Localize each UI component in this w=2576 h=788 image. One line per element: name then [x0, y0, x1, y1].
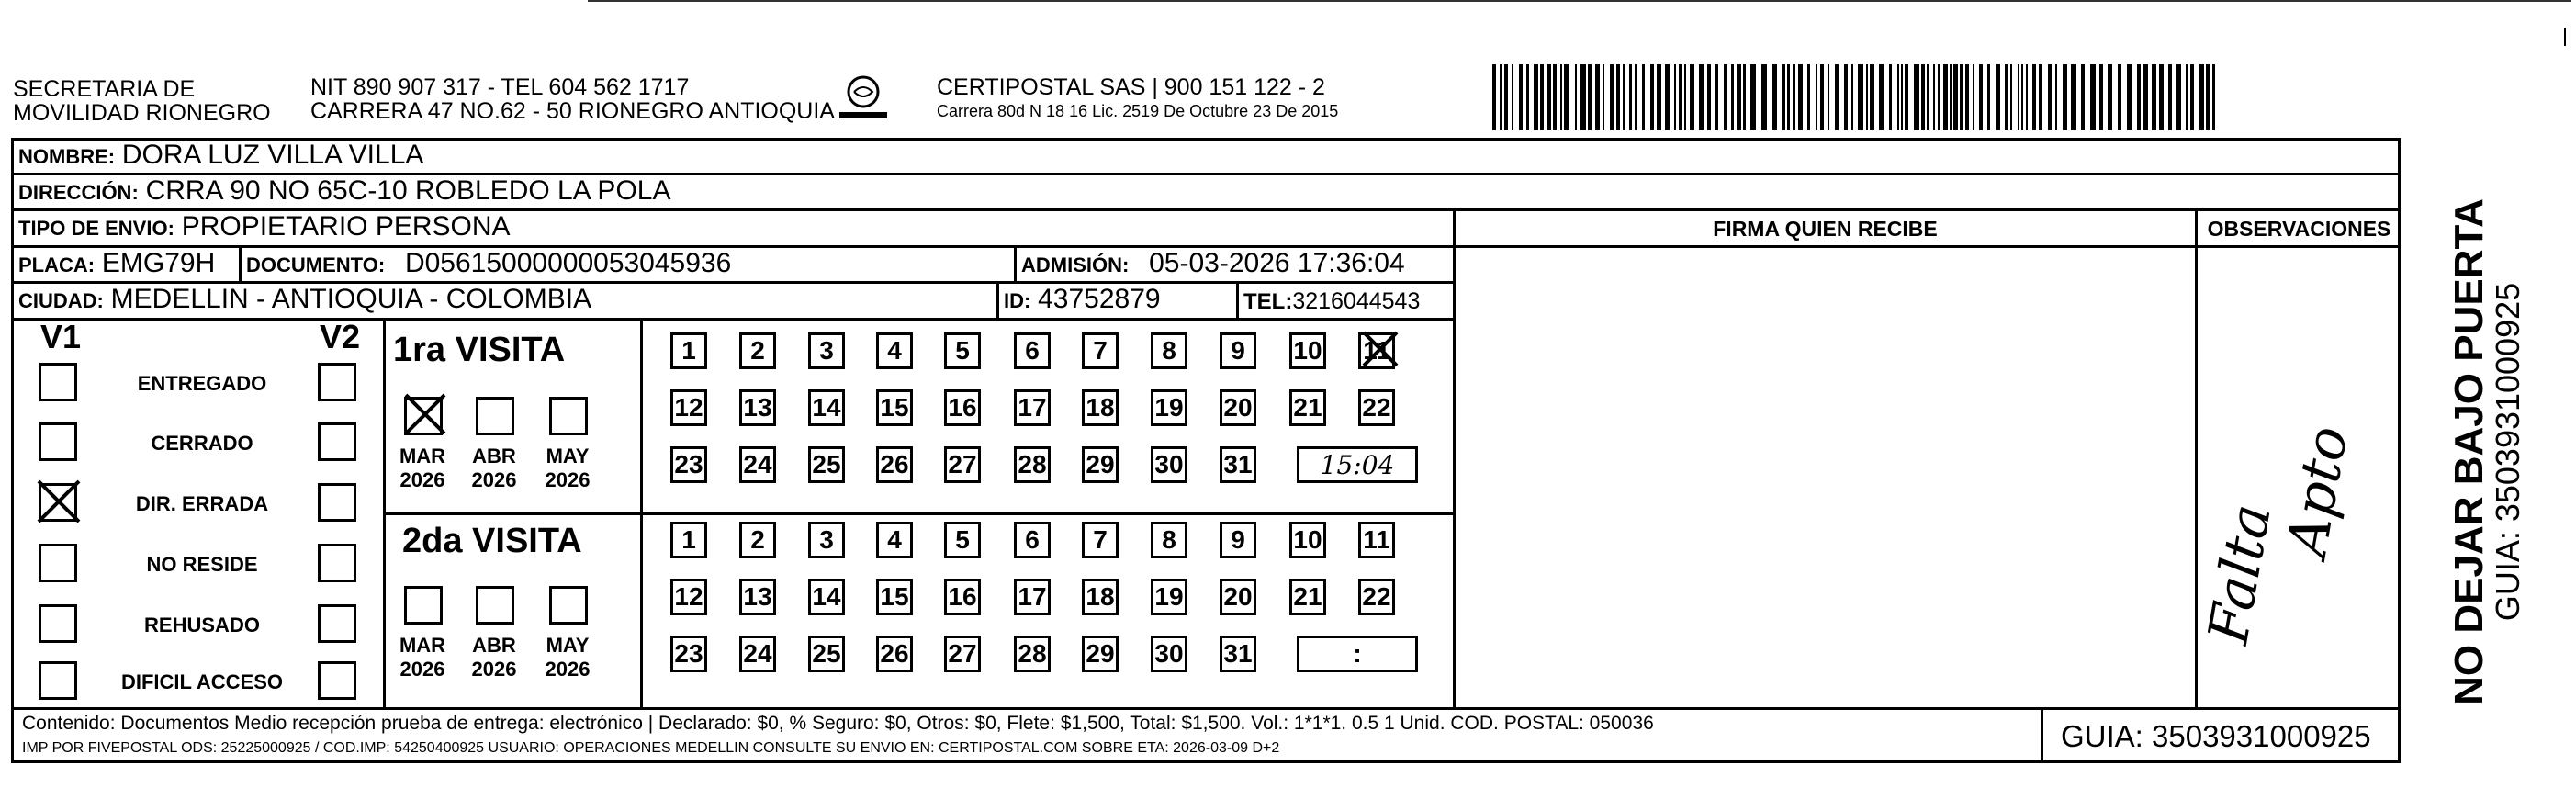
day-box[interactable]: 5: [944, 522, 981, 558]
day-box[interactable]: 1: [670, 522, 707, 558]
barcode-bar: [1580, 64, 1586, 130]
ciudad-label: CIUDAD:: [18, 289, 104, 312]
barcode-bar: [2127, 64, 2132, 130]
day-box[interactable]: 24: [739, 446, 776, 483]
org-name: [13, 77, 271, 125]
month-checkbox[interactable]: [549, 586, 588, 625]
barcode-bar: [1623, 64, 1625, 130]
v2-checkbox[interactable]: [318, 544, 356, 582]
id-label: ID:: [1004, 289, 1031, 312]
day-box[interactable]: 20: [1220, 389, 1256, 426]
col-line: [1236, 281, 1239, 318]
day-box[interactable]: 16: [944, 579, 981, 615]
col-line: [996, 281, 999, 318]
barcode-bar: [1953, 64, 1958, 130]
tel-label: TEL:: [1243, 289, 1293, 314]
barcode-bar: [1987, 64, 1990, 130]
check-mark-icon: [35, 478, 83, 525]
barcode-bar: [1724, 64, 1727, 130]
month-year: 2026: [399, 468, 445, 491]
company-block: [937, 75, 1338, 123]
day-box[interactable]: 24: [739, 636, 776, 672]
day-box[interactable]: 10: [1289, 332, 1326, 369]
observaciones-header: OBSERVACIONES: [2207, 217, 2391, 241]
placa-field: [18, 248, 215, 279]
barcode-bar: [2048, 64, 2052, 130]
barcode-bar: [1787, 64, 1790, 130]
day-box[interactable]: 2: [739, 522, 776, 558]
day-box[interactable]: 16: [944, 389, 981, 426]
barcode-bar: [1950, 64, 1952, 130]
v1-checkbox[interactable]: [39, 661, 77, 700]
day-box[interactable]: 30: [1151, 636, 1187, 672]
day-box[interactable]: 23: [670, 636, 707, 672]
day-box[interactable]: 15: [876, 579, 913, 615]
firma-header: FIRMA QUIEN RECIBE: [1713, 217, 1938, 241]
barcode-bar: [1979, 64, 1983, 130]
barcode-bar: [1674, 64, 1676, 130]
barcode-bar: [1635, 64, 1637, 130]
v2-checkbox[interactable]: [318, 422, 356, 461]
barcode-bar: [2176, 64, 2181, 130]
day-box[interactable]: 28: [1014, 636, 1051, 672]
nit-line-2: CARRERA 47 NO.62 - 50 RIONEGRO ANTIOQUIA: [310, 98, 835, 124]
barcode-bar: [1603, 64, 1604, 130]
barcode-bar: [1828, 64, 1829, 130]
day-box[interactable]: 5: [944, 332, 981, 369]
barcode-bar: [2081, 64, 2085, 130]
month-checkbox[interactable]: [476, 586, 514, 625]
time-box[interactable]: 15:04: [1297, 446, 1418, 483]
day-box[interactable]: 15: [876, 389, 913, 426]
status-label: ENTREGADO: [137, 372, 267, 395]
barcode-bar: [1690, 64, 1694, 130]
admision-label: ADMISIÓN:: [1021, 253, 1130, 276]
month-label: MAY: [546, 634, 590, 657]
nombre-label: NOMBRE:: [18, 145, 116, 168]
barcode-bar: [1943, 64, 1948, 130]
barcode-bar: [1816, 64, 1817, 130]
barcode-bar: [2118, 64, 2121, 130]
day-box[interactable]: 22: [1358, 389, 1395, 426]
col-line: [1014, 245, 1017, 281]
col-line: [640, 318, 643, 707]
day-box[interactable]: 14: [808, 579, 845, 615]
barcode-bar: [1965, 64, 1969, 130]
barcode-bar: [1500, 64, 1502, 130]
barcode-bar: [2090, 64, 2096, 130]
day-box[interactable]: 17: [1014, 579, 1051, 615]
time-box[interactable]: :: [1297, 636, 1418, 672]
tipo-label: TIPO DE ENVIO:: [18, 217, 174, 240]
day-box[interactable]: 12: [670, 389, 707, 426]
observations-handwriting: [2198, 349, 2401, 698]
day-box[interactable]: 22: [1358, 579, 1395, 615]
month-label: MAR: [399, 634, 446, 657]
v1-checkbox[interactable]: [39, 604, 77, 643]
barcode-bar: [2206, 64, 2210, 130]
month-year: 2026: [545, 658, 591, 681]
barcode-bar: [2099, 64, 2103, 130]
barcode-bar: [1889, 64, 1892, 130]
barcode-bar: [1914, 64, 1919, 130]
barcode-bar: [1684, 64, 1686, 130]
barcode-bar: [2039, 64, 2042, 130]
v1-checkbox[interactable]: [39, 544, 77, 582]
nit-block: [310, 75, 835, 123]
barcode-bar: [1897, 64, 1899, 130]
direccion-label: DIRECCIÓN:: [18, 181, 139, 204]
barcode-bar: [1858, 64, 1863, 130]
barcode-bar: [1901, 64, 1903, 130]
barcode-bar: [1960, 64, 1963, 130]
barcode-bar: [1642, 64, 1645, 130]
barcode-bar: [1657, 64, 1661, 130]
check-mark-icon: [402, 391, 448, 437]
day-box[interactable]: 31: [1220, 636, 1256, 672]
tipo-field: [18, 211, 511, 242]
v2-checkbox[interactable]: [318, 363, 356, 401]
barcode-bar: [2026, 64, 2028, 130]
barcode-bar: [2212, 64, 2215, 130]
barcode-bar: [1504, 64, 1508, 130]
admision-field: [1021, 248, 1405, 279]
barcode-bar: [1665, 64, 1670, 130]
documento-label: DOCUMENTO:: [246, 253, 386, 276]
barcode-bar: [1575, 64, 1577, 130]
barcode-bar: [1519, 64, 1523, 130]
handwritten-note-2: Apto: [2275, 422, 2361, 561]
day-box[interactable]: 2: [739, 332, 776, 369]
status-label: CERRADO: [151, 432, 253, 455]
row-line: [383, 512, 1455, 515]
month-label: ABR: [472, 634, 516, 657]
org-line-2: MOVILIDAD RIONEGRO: [13, 100, 271, 126]
barcode-bar: [1699, 64, 1704, 130]
barcode-bar: [2063, 64, 2067, 130]
barcode-bar: [2186, 64, 2188, 130]
barcode-bar: [2159, 64, 2164, 130]
barcode-bar: [1616, 64, 1620, 130]
barcode-bar: [2108, 64, 2112, 130]
side-warning: [2448, 198, 2525, 705]
barcode-bar: [1679, 64, 1682, 130]
day-box[interactable]: 7: [1082, 332, 1119, 369]
ciudad-field: [18, 284, 591, 315]
status-label: DIR. ERRADA: [135, 492, 269, 515]
day-box[interactable]: 25: [808, 446, 845, 483]
v1-heading: V1: [40, 318, 82, 355]
barcode-bar: [1866, 64, 1868, 130]
day-box[interactable]: 9: [1220, 522, 1256, 558]
company-line-1: CERTIPOSTAL SAS | 900 151 122 - 2: [937, 74, 1325, 100]
barcode-bar: [1534, 64, 1538, 130]
day-box[interactable]: 27: [944, 446, 981, 483]
barcode-bar: [2055, 64, 2057, 130]
day-box[interactable]: 19: [1151, 389, 1187, 426]
month-checkbox[interactable]: [404, 586, 443, 625]
barcode: [1492, 64, 2218, 130]
barcode-bar: [1927, 64, 1929, 130]
org-line-1: SECRETARIA DE: [13, 76, 196, 102]
barcode-bar: [1782, 64, 1785, 130]
barcode-bar: [2005, 64, 2008, 130]
barcode-bar: [2168, 64, 2172, 130]
day-box[interactable]: 4: [876, 332, 913, 369]
barcode-bar: [1793, 64, 1795, 130]
barcode-bar: [2137, 64, 2141, 130]
day-box[interactable]: 11: [1358, 332, 1395, 369]
month-year: 2026: [471, 468, 517, 491]
tel-value: 3216044543: [1292, 288, 1421, 314]
ciudad-value: MEDELLIN - ANTIOQUIA - COLOMBIA: [110, 284, 592, 314]
direccion-value: CRRA 90 NO 65C-10 ROBLEDO LA POLA: [145, 175, 671, 206]
day-box[interactable]: 26: [876, 636, 913, 672]
barcode-bar: [1560, 64, 1562, 130]
footer-line-2: IMP POR FIVEPOSTAL ODS: 25225000925 / COD.IMP: 54250400925 USUARIO: OPERACIONES MEDELLIN CONSULTE SU ENVIO EN: CERTIPOSTAL.COM SOBRE ETA: 2026-03-09 D+2: [22, 740, 1280, 756]
day-box[interactable]: 10: [1289, 522, 1326, 558]
status-label: DIFICIL ACCESO: [120, 670, 283, 693]
barcode-bar: [2071, 64, 2076, 130]
company-line-2: Carrera 80d N 18 16 Lic. 2519 De Octubre 23 De 2015: [937, 102, 1339, 120]
col-line: [239, 245, 242, 281]
placa-value: EMG79H: [101, 248, 216, 278]
first-visit-title: 1ra VISITA: [393, 331, 566, 369]
day-box[interactable]: 31: [1220, 446, 1256, 483]
day-box[interactable]: 12: [670, 579, 707, 615]
footer-line-1: Contenido: Documentos Medio recepción prueba de entrega: electrónico | Declarado: $0, % Seguro: $0, Otros: $0, Flete: $1,500, Total: $1,500. Vol.: 1*1*1. 0.5 1 Unid. COD. POSTAL: 050036: [22, 713, 1654, 734]
day-box[interactable]: 28: [1014, 446, 1051, 483]
barcode-bar: [2032, 64, 2036, 130]
barcode-bar: [1707, 64, 1711, 130]
direccion-field: [18, 175, 670, 207]
barcode-bar: [1750, 64, 1756, 130]
day-box[interactable]: 25: [808, 636, 845, 672]
month-label: MAY: [546, 445, 590, 467]
barcode-bar: [1844, 64, 1848, 130]
barcode-bar: [1879, 64, 1884, 130]
v1-checkbox[interactable]: [39, 422, 77, 461]
barcode-bar: [1743, 64, 1746, 130]
barcode-bar: [1564, 64, 1569, 130]
day-box[interactable]: 29: [1082, 636, 1119, 672]
barcode-bar: [1835, 64, 1839, 130]
documento-field: [246, 248, 731, 279]
barcode-bar: [1588, 64, 1592, 130]
day-box[interactable]: 6: [1014, 332, 1051, 369]
day-box[interactable]: 8: [1151, 332, 1187, 369]
day-box[interactable]: 18: [1082, 389, 1119, 426]
barcode-bar: [1595, 64, 1600, 130]
month-label: MAR: [399, 445, 446, 467]
barcode-bar: [1731, 64, 1734, 130]
barcode-bar: [1761, 64, 1767, 130]
row-line: [11, 318, 1455, 321]
barcode-bar: [1610, 64, 1614, 130]
second-visit-title: 2da VISITA: [402, 522, 582, 560]
day-box[interactable]: 13: [739, 579, 776, 615]
day-box[interactable]: 26: [876, 446, 913, 483]
barcode-bar: [1772, 64, 1777, 130]
month-checkbox[interactable]: [549, 397, 588, 435]
day-box[interactable]: 23: [670, 446, 707, 483]
certipostal-logo: [836, 72, 891, 123]
barcode-bar: [1629, 64, 1632, 130]
barcode-bar: [1737, 64, 1741, 130]
barcode-bar: [1650, 64, 1654, 130]
admision-value: 05-03-2026 17:36:04: [1149, 248, 1405, 278]
month-year: 2026: [399, 658, 445, 681]
day-box[interactable]: 7: [1082, 522, 1119, 558]
col-line: [383, 318, 386, 707]
nombre-value: DORA LUZ VILLA VILLA: [121, 140, 424, 170]
barcode-bar: [2010, 64, 2012, 130]
month-checkbox[interactable]: [476, 397, 514, 435]
barcode-bar: [2143, 64, 2148, 130]
id-value: 43752879: [1038, 284, 1161, 314]
tel-field: [1243, 286, 1420, 315]
status-label: NO RESIDE: [146, 553, 258, 576]
tipo-value: PROPIETARIO PERSONA: [181, 211, 511, 242]
barcode-bar: [1921, 64, 1925, 130]
barcode-bar: [1807, 64, 1810, 130]
day-box[interactable]: 20: [1220, 579, 1256, 615]
day-box[interactable]: 9: [1220, 332, 1256, 369]
barcode-bar: [1820, 64, 1824, 130]
day-box[interactable]: 1: [670, 332, 707, 369]
barcode-bar: [1938, 64, 1940, 130]
footer-guia: GUIA: 3503931000925: [2061, 719, 2371, 753]
side-warning-line-1: NO DEJAR BAJO PUERTA: [2447, 198, 2492, 705]
nombre-field: [18, 140, 423, 171]
barcode-bar: [1870, 64, 1874, 130]
check-mark-icon: [1360, 329, 1400, 369]
side-warning-line-2: GUIA: 3503931000925: [2489, 282, 2526, 622]
barcode-bar: [2018, 64, 2019, 130]
day-box[interactable]: 27: [944, 636, 981, 672]
v2-checkbox[interactable]: [318, 483, 356, 522]
id-field: [1004, 284, 1161, 315]
day-box[interactable]: 4: [876, 522, 913, 558]
barcode-bar: [1905, 64, 1908, 130]
barcode-bar: [1933, 64, 1935, 130]
day-box[interactable]: 11: [1358, 522, 1395, 558]
v2-checkbox[interactable]: [318, 604, 356, 643]
barcode-bar: [1715, 64, 1718, 130]
day-box[interactable]: 3: [808, 332, 845, 369]
day-box[interactable]: 21: [1289, 579, 1326, 615]
barcode-bar: [1512, 64, 1513, 130]
day-box[interactable]: 19: [1151, 579, 1187, 615]
scan-edge-right: [2564, 28, 2566, 46]
placa-label: PLACA:: [18, 253, 96, 276]
v2-heading: V2: [320, 318, 361, 355]
documento-value: D05615000000053045936: [404, 248, 732, 278]
col-line: [2041, 707, 2043, 763]
day-box[interactable]: 13: [739, 389, 776, 426]
row-line: [1455, 245, 2401, 248]
barcode-bar: [1798, 64, 1803, 130]
barcode-bar: [2199, 64, 2204, 130]
scan-edge-top: [588, 0, 2571, 2]
v2-checkbox[interactable]: [318, 661, 356, 700]
status-label: REHUSADO: [144, 614, 260, 636]
v1-checkbox[interactable]: [39, 363, 77, 401]
day-box[interactable]: 3: [808, 522, 845, 558]
barcode-bar: [1851, 64, 1853, 130]
barcode-bar: [1547, 64, 1551, 130]
month-year: 2026: [545, 468, 591, 491]
barcode-bar: [1540, 64, 1544, 130]
barcode-bar: [2152, 64, 2156, 130]
barcode-bar: [1553, 64, 1557, 130]
barcode-bar: [2190, 64, 2194, 130]
month-label: ABR: [472, 445, 516, 467]
barcode-bar: [1492, 64, 1496, 130]
day-box[interactable]: 14: [808, 389, 845, 426]
col-line: [1453, 208, 1456, 707]
day-box[interactable]: 29: [1082, 446, 1119, 483]
day-box[interactable]: 8: [1151, 522, 1187, 558]
barcode-bar: [1973, 64, 1974, 130]
day-box[interactable]: 21: [1289, 389, 1326, 426]
day-box[interactable]: 6: [1014, 522, 1051, 558]
nit-line-1: NIT 890 907 317 - TEL 604 562 1717: [310, 74, 690, 100]
day-box[interactable]: 17: [1014, 389, 1051, 426]
barcode-bar: [1996, 64, 2000, 130]
day-box[interactable]: 30: [1151, 446, 1187, 483]
handwritten-note-1: Falta: [2196, 499, 2284, 649]
barcode-bar: [2021, 64, 2023, 130]
barcode-bar: [1526, 64, 1529, 130]
month-year: 2026: [471, 658, 517, 681]
day-box[interactable]: 18: [1082, 579, 1119, 615]
